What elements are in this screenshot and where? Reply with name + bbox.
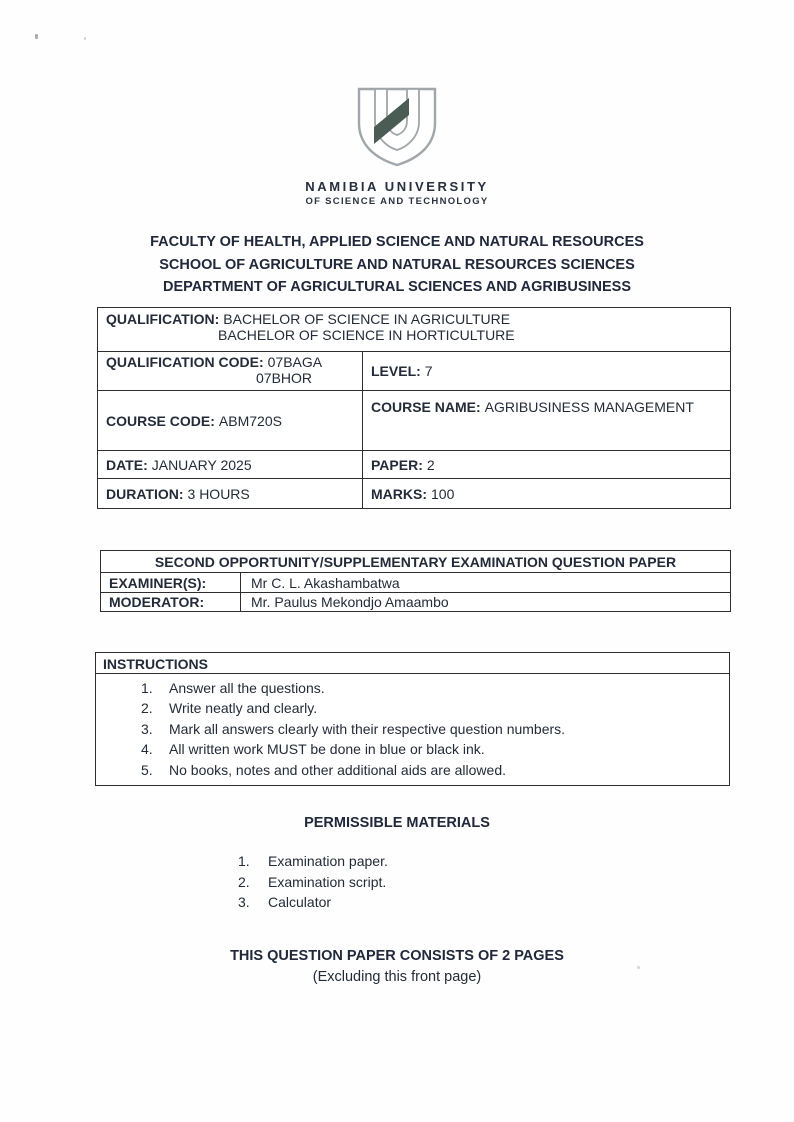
moderator-value: Mr. Paulus Mekondjo Amaambo xyxy=(251,594,449,610)
instruction-item: Mark all answers clearly with their respective question numbers. xyxy=(169,720,566,737)
qualification-code-value-2: 07BHOR xyxy=(256,370,313,386)
examiner-label: EXAMINER(S): xyxy=(101,573,241,592)
examiner-value: Mr C. L. Akashambatwa xyxy=(251,574,400,591)
paper-value: 2 xyxy=(426,456,435,473)
date-row xyxy=(98,450,730,478)
qualification-code-value-1: 07BAGA xyxy=(267,354,323,370)
moderator-row xyxy=(101,592,730,611)
exam-session-table xyxy=(100,550,731,612)
level-value: 7 xyxy=(424,363,433,379)
course-code-value: ABM720S xyxy=(218,412,282,429)
date-value: JANUARY 2025 xyxy=(151,456,252,473)
material-item: Examination script. xyxy=(268,873,387,890)
course-name-label: COURSE NAME: xyxy=(371,399,481,415)
paper-label: PAPER: xyxy=(371,456,423,473)
course-name-cell xyxy=(363,391,730,450)
material-item: Examination paper. xyxy=(268,853,388,869)
duration-value: 3 HOURS xyxy=(187,485,250,502)
page-count-subnote: (Excluding this front page) xyxy=(312,969,482,985)
instructions-list xyxy=(141,678,729,780)
date-cell xyxy=(98,451,363,478)
material-item: Calculator xyxy=(268,894,332,911)
qualification-code-row xyxy=(98,351,730,390)
course-row xyxy=(98,390,730,450)
duration-cell xyxy=(98,479,363,508)
course-code-label: COURSE CODE: xyxy=(106,412,215,429)
page-count-note: THIS QUESTION PAPER CONSISTS OF 2 PAGES xyxy=(230,948,564,964)
qualification-value-2: BACHELOR OF SCIENCE IN HORTICULTURE xyxy=(218,327,515,343)
university-logo xyxy=(0,86,794,207)
level-cell xyxy=(363,352,730,390)
marks-cell xyxy=(363,479,730,508)
duration-label: DURATION: xyxy=(106,485,184,502)
qualification-row xyxy=(98,308,730,351)
level-label: LEVEL: xyxy=(371,363,421,379)
marks-label: MARKS: xyxy=(371,485,427,502)
qualification-code-label: QUALIFICATION CODE: xyxy=(106,354,264,370)
nust-shield-icon xyxy=(352,86,442,168)
instruction-item: All written work MUST be done in blue or black ink. xyxy=(169,741,485,758)
qualification-cell xyxy=(98,308,730,351)
course-name-value: AGRIBUSINESS MANAGEMENT xyxy=(484,399,694,415)
marks-value: 100 xyxy=(431,485,455,502)
examiner-row xyxy=(101,573,730,592)
moderator-label: MODERATOR: xyxy=(101,593,241,611)
instructions-title: INSTRUCTIONS xyxy=(96,653,729,674)
permissible-materials-title: PERMISSIBLE MATERIALS xyxy=(304,815,490,831)
instruction-item: Write neatly and clearly. xyxy=(169,700,318,717)
scan-speck xyxy=(35,34,38,39)
course-code-cell xyxy=(98,391,363,450)
qualification-line-1 xyxy=(106,311,722,327)
instructions-box xyxy=(95,652,730,786)
qualification-value-1: BACHELOR OF SCIENCE IN AGRICULTURE xyxy=(223,311,511,327)
university-subtitle: OF SCIENCE AND TECHNOLOGY xyxy=(305,196,489,207)
date-label: DATE: xyxy=(106,456,148,473)
paper-cell xyxy=(363,451,730,478)
exam-paper-title: SECOND OPPORTUNITY/SUPPLEMENTARY EXAMINATION QUESTION PAPER xyxy=(101,551,730,573)
instruction-item: Answer all the questions. xyxy=(169,680,325,696)
qualification-code-line-1 xyxy=(106,354,354,370)
scan-speck xyxy=(84,37,86,40)
course-info-table xyxy=(97,307,731,509)
qualification-code-cell xyxy=(98,352,363,390)
duration-row xyxy=(98,478,730,508)
qualification-line-2 xyxy=(218,327,722,343)
department-line: DEPARTMENT OF AGRICULTURAL SCIENCES AND AGRIBUSINESS xyxy=(162,279,632,295)
permissible-materials-list xyxy=(238,851,388,913)
faculty-header xyxy=(0,231,794,299)
instruction-item: No books, notes and other additional aids are allowed. xyxy=(169,761,506,778)
school-line: SCHOOL OF AGRICULTURE AND NATURAL RESOURCES SCIENCES xyxy=(159,256,635,273)
faculty-line: FACULTY OF HEALTH, APPLIED SCIENCE AND NATURAL RESOURCES xyxy=(150,234,644,250)
qualification-label: QUALIFICATION: xyxy=(106,311,220,327)
university-name: NAMIBIA UNIVERSITY xyxy=(305,179,489,194)
qualification-code-line-2 xyxy=(256,370,354,386)
